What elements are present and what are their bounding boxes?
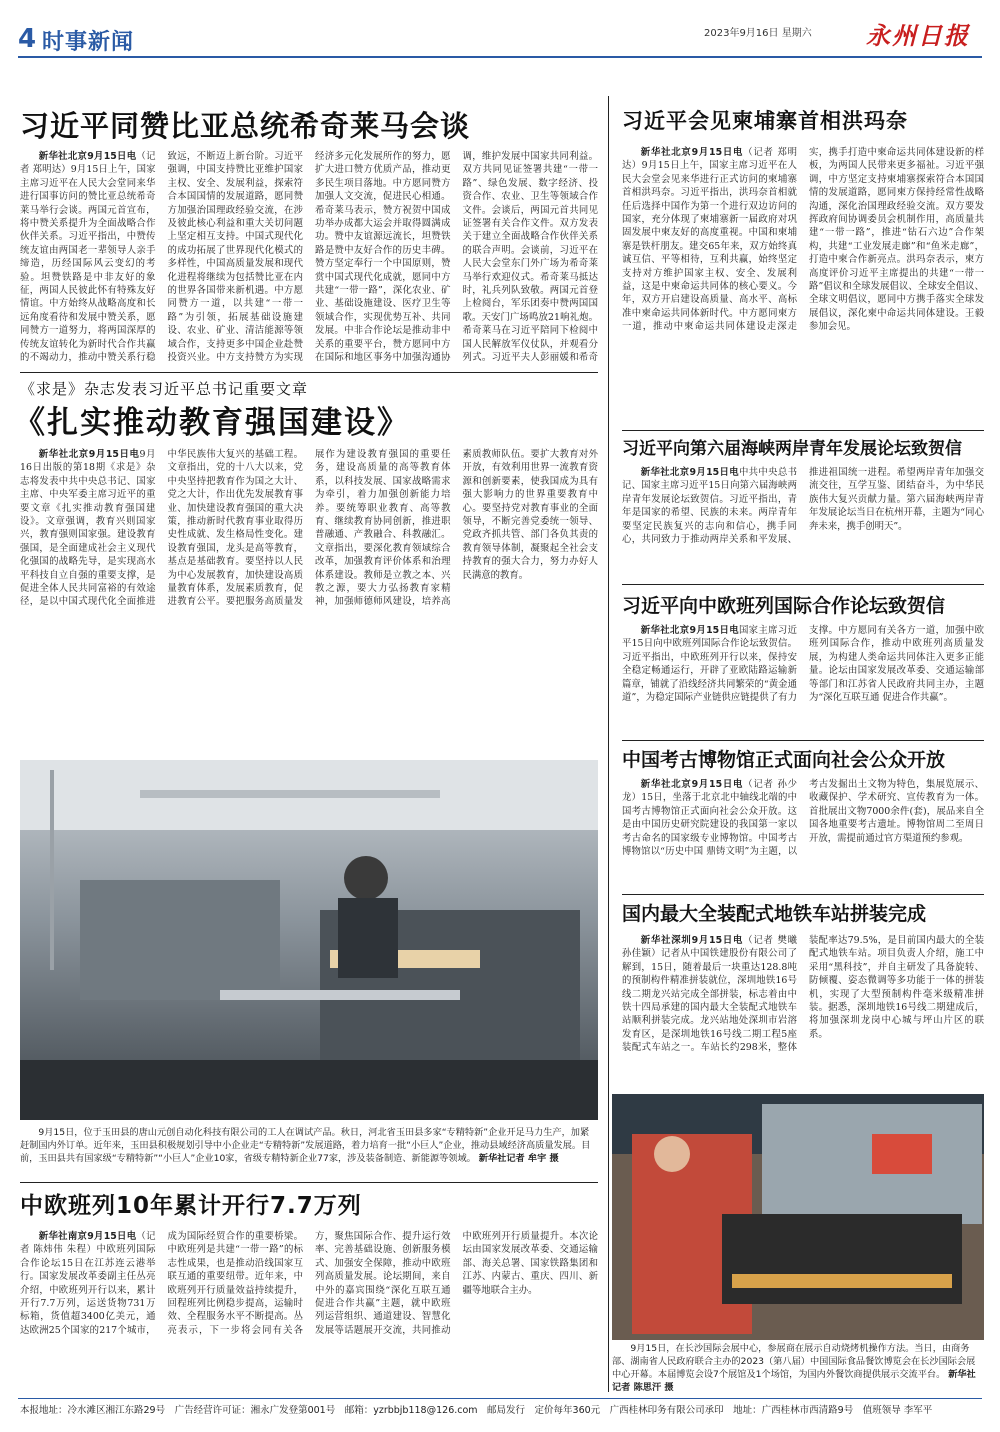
- header-rule: [18, 56, 982, 58]
- expo-caption: [612, 1342, 984, 1394]
- page-header: [18, 10, 982, 70]
- dateline: 新华社北京9月15日电: [640, 625, 739, 636]
- headline-cross-strait-youth: 习近平向第六届海峡两岸青年发展论坛致贺信: [622, 439, 962, 459]
- headline-cambodia: 习近平会见柬埔寨首相洪玛奈: [622, 109, 908, 133]
- dateline: 新华社北京9月15日电: [38, 151, 137, 162]
- article-body: 9月15日上午，国家主席习近平在人民大会堂同来华进行国事访问的赞比亚总统希奇莱马举行会谈。两国元首宣布，将中赞关系提升为全面战略合作伙伴关系。习近平指出，中赞传统友谊由两国老一辈领导人亲手缔造，历经国际风云变幻的考验。坦赞铁路是中非友好的象征，两国人民彼此怀有特殊友好情谊。中方始终从战略高度和长远角度看待和发展中赞关系，愿同赞方一道努力，将两国深厚的传统友谊转化为新时代合作共赢的不竭动力，推动中赞关系行稳致远，不断迈上新台阶。习近平强调，中国支持赞比亚维护国家主权、安全、发展利益，探索符合本国国情的发展道路，愿同赞方加强治国理政经验交流，在涉及彼此核心利益和重大关切问题上坚定相互支持。中国式现代化的成功拓展了世界现代化模式的多样性，中国高质量发展和现代化进程将继续为包括赞比亚在内的世界各国带来新机遇。中方愿同赞方一道，以共建“一带一路”为引领，拓展基础设施建设、农业、矿业、清洁能源等领域合作，支持更多中国企业赴赞投资兴业。中方支持赞方为实现经济多元化发展所作的努力，愿扩大进口赞方优质产品，推动更多民生项目落地。中方愿同赞方加强人文交流，促进民心相通。希奇莱马表示，赞方祝贺中国成功举办成都大运会并取得圆满成功。赞中友谊源远流长，坦赞铁路是赞中友好合作的历史丰碑。赞方坚定奉行一个中国原则，赞赏中国式现代化成就，愿同中方共建“一带一路”，深化农业、矿业、基础设施建设、医疗卫生等领域合作，实现优势互补、共同发展。中非合作论坛是推动非中关系的重要平台，赞方愿同中方在国际和地区事务中加强沟通协调，维护发展中国家共同利益。双方共同见证签署共建“一带一路”、绿色发展、数字经济、投资合作、农业、卫生等领域合作文件。会谈后，两国元首共同见证签署有关合作文件。双方发表关于建立全面战略合作伙伴关系的联合声明。会谈前，习近平在人民大会堂东门外广场为希奇莱马举行欢迎仪式。希奇莱马抵达时，礼兵列队致敬。两国元首登上检阅台，军乐团奏中赞两国国歌。天安门广场鸣放21响礼炮。希奇莱马在习近平陪同下检阅中国人民解放军仪仗队，并观看分列式。习近平夫人彭丽媛和希奇: [20, 151, 598, 364]
- divider: [622, 894, 984, 895]
- byline: （记者 陈炜伟 朱程）: [20, 1231, 156, 1256]
- byline: （记者 郑明达）: [622, 147, 797, 172]
- article-body: 国家主席习近平15日向中欧班列国际合作论坛致贺信。习近平指出，中欧班列开行以来，保持安全稳定畅通运行，开辟了亚欧陆路运输新篇章，铺就了沿线经济共同繁荣的“黄金通道”，为稳定国际产业链供应链提供了有力支撑。中方愿同有关各方一道，加强中欧班列国际合作，推动中欧班列高质量发展，为构建人类命运共同体注入更多正能量。论坛由国家发展改革委、交通运输部等部门和江苏省人民政府共同主办，主题为“深化互联互通 促进合作共赢”。: [622, 625, 984, 704]
- dateline: 新华社南京9月15日电: [38, 1231, 137, 1242]
- dateline: 新华社北京9月15日电: [38, 449, 140, 460]
- headline-trains-forum: 习近平向中欧班列国际合作论坛致贺信: [622, 595, 946, 617]
- article-museum-text: [622, 778, 984, 890]
- photo-credit: 新华社记者 陈思汗 摄: [612, 1369, 976, 1393]
- article-education-text: [20, 448, 598, 752]
- article-subway-text: [622, 934, 984, 1088]
- article-body: 中共中央总书记、国家主席习近平15日向第六届海峡两岸青年发展论坛致贺信。习近平指出，青年是国家的希望、民族的未来。两岸青年要坚定民族复兴的志向和信心，携手同心，共同致力于推动两岸关系和平发展、推进祖国统一进程。希望两岸青年加强交流交往，互学互鉴、团结奋斗，为中华民族伟大复兴贡献力量。第六届海峡两岸青年发展论坛当日在杭州开幕，主题为“同心奔未来，携手创明天”。: [622, 467, 984, 546]
- article-forum-text: [622, 624, 984, 736]
- divider: [20, 1182, 598, 1183]
- headline-subway-station: 国内最大全装配式地铁车站拼装完成: [622, 903, 927, 925]
- expo-photo: [612, 1094, 984, 1340]
- factory-caption: [20, 1126, 598, 1178]
- footer-rule: [18, 1398, 982, 1399]
- article-body: 9月16日出版的第18期《求是》杂志将发表中共中央总书记、国家主席、中央军委主席习近平的重要文章《扎实推动教育强国建设》。文章强调，教育兴则国家兴，教育强则国家强。建设教育强国，是全面建成社会主义现代化强国的战略先导，是实现高水平科技自立自强的重要支撑，是促进全体人民共同富裕的有效途径，是以中国式现代化全面推进中华民族伟大复兴的基础工程。文章指出，党的十八大以来，党中央坚持把教育作为国之大计、党之大计，作出优先发展教育事业、加快建设教育强国的重大决策，推动新时代教育事业取得历史性成就、发生格局性变化。建设教育强国，龙头是高等教育，基点是基础教育。要坚持以人民为中心发展教育，加快建设高质量教育体系，发展素质教育，促进教育公平。要把服务高质量发展作为建设教育强国的重要任务，建设高质量的高等教育体系，以科技发展、国家战略需求为牵引，着力加强创新能力培养。要统筹职业教育、高等教育、继续教育协同创新，推进职普融通、产教融合、科教融汇。文章指出，要深化教育领域综合改革，加强教育评价体系和治理体系建设。教师是立教之本、兴教之源，要大力弘扬教育家精神，加强师德师风建设，培养高素质教师队伍。要扩大教育对外开放，有效利用世界一流教育资源和创新要素，使我国成为具有强大影响力的世界重要教育中心。要坚持党对教育事业的全面领导，不断完善党委统一领导、党政齐抓共管、部门各负其责的教育领导体制，凝聚起全社会支持教育的强大合力，努力办好人民满意的教育。: [20, 449, 598, 608]
- divider: [622, 430, 984, 431]
- article-cambodia-text: [622, 146, 984, 426]
- byline: （记者 孙少龙）: [622, 779, 797, 804]
- divider: [622, 584, 984, 585]
- page-number: 4: [18, 24, 37, 54]
- headline-archaeology-museum: 中国考古博物馆正式面向社会公众开放: [622, 749, 946, 771]
- headline-china-europe-trains: 中欧班列10年累计开行7.7万列: [20, 1193, 362, 1219]
- article-zambia-text: [20, 150, 598, 368]
- dateline: 新华社北京9月15日电: [640, 147, 744, 158]
- expo-photo-image: [612, 1094, 984, 1340]
- divider: [622, 740, 984, 741]
- caption-text: 9月15日，位于玉田县的唐山元创自动化科技有限公司的工人在调试产品。秋日，河北省玉田县多家“专精特新”企业开足马力生产，加紧赶制国内外订单。近年来，玉田县积极规划引导中小企业走“专精特新”发展道路，着力培育一批“小巨人”企业，推动县域经济高质量发展。目前，玉田县共有国家级“专精特新”“小巨人”企业10家，省级专精特新企业77家，涉及装备制造、新能源等领域。: [20, 1127, 591, 1164]
- article-youth-text: [622, 466, 984, 578]
- byline: （记者 郑明达）: [20, 151, 156, 176]
- byline: （记者 樊曦 孙佳颖）: [622, 935, 797, 960]
- masthead-logo: 永州日报: [866, 21, 970, 50]
- headline-education: 《扎实推动教育强国建设》: [14, 405, 410, 441]
- article-trains-text: [20, 1230, 598, 1392]
- section-title: 时事新闻: [42, 30, 135, 55]
- issue-date: 2023年9月16日 星期六: [704, 28, 812, 39]
- divider: [20, 372, 598, 373]
- dateline: 新华社北京9月15日电: [640, 467, 739, 478]
- article-body: 15日，坐落于北京北中轴线北端的中国考古博物馆正式面向社会公众开放。这是由中国历史研究院建设的我国第一家以考古命名的国家级专业博物馆。中国考古博物馆以“历史中国 鼎铸文明”为主题，以考古发掘出土文物为特色，集展览展示、收藏保护、学术研究、宣传教育为一体。首批展出文物7000余件(套)，展品来自全国各地重要考古遗址。博物馆周二至周日开放，需提前通过官方渠道预约参观。: [622, 779, 984, 858]
- dateline: 新华社北京9月15日电: [640, 779, 744, 790]
- footer-info: 本报地址：冷水滩区湘江东路29号 广告经营许可证：湘永广发登第001号 邮箱：yzrbbjb118@126.com 邮局发行 定价每年360元 广西桂林印务有限公司承印 地址：广西桂林市西清路9号 值班领导 李军平: [20, 1405, 933, 1416]
- article-body: 中欧班列国际合作论坛15日在江苏连云港举行。国家发展改革委副主任丛亮介绍，中欧班列开行以来，累计开行7.7万列，运送货物731万标箱，货值超3400亿美元，通达欧洲25个国家的217个城市，成为国际经贸合作的重要桥梁。中欧班列是共建“一带一路”的标志性成果，也是推动沿线国家互联互通的重要纽带。近年来，中欧班列开行质量效益持续提升，回程班列比例稳步提高，运输时效、全程服务水平不断提高。丛亮表示，下一步将会同有关各方，聚焦国际合作、提升运行效率、完善基础设施、创新服务模式、加强安全保障，推动中欧班列高质量发展。论坛期间，来自中外的嘉宾围绕“深化互联互通 促进合作共赢”主题，就中欧班列运营组织、通道建设、智慧化发展等话题展开交流，共同推动中欧班列开行质量提升。本次论坛由国家发展改革委、交通运输部、海关总署、国家铁路集团和江苏、内蒙古、重庆、四川、新疆等地联合主办。: [20, 1231, 598, 1336]
- photo-credit: 新华社记者 牟宇 摄: [478, 1153, 559, 1164]
- factory-photo-image: [20, 760, 598, 1120]
- article-body: 记者从中国铁建股份有限公司了解到，15日，随着最后一块重达128.8吨的预制构件精准拼装就位，深圳地铁16号线二期龙兴站完成全部拼装，标志着由中铁十四局承建的国内最大全装配式地铁车站顺利拼装完成。龙兴站地处深圳市岩溶发育区，是深圳地铁16号线二期工程5座装配式车站之一。车站长约298米，整体装配率达79.5%，是目前国内最大的全装配式地铁车站。项目负责人介绍，施工中采用“黑科技”，并自主研发了具备旋转、防倾覆、姿态微调等多功能于一体的拼装机，实现了大型预制构件毫米级精准拼装。据悉，深圳地铁16号线二期建成后，将加强深圳龙岗中心城与坪山片区的联系。: [622, 935, 984, 1054]
- kicker-qiushi: 《求是》杂志发表习近平总书记重要文章: [20, 380, 309, 398]
- headline-zambia-talks: 习近平同赞比亚总统希奇莱马会谈: [20, 109, 471, 143]
- article-body: 9月15日上午，国家主席习近平在人民大会堂会见来华进行正式访问的柬埔寨首相洪玛奈。习近平指出，洪玛奈首相就任后选择中国作为第一个进行双边访问的国家，充分体现了柬埔寨新一届政府对巩固发展中柬友好的高度重视。中国和柬埔寨是铁杆朋友。建交65年来，双方始终真诚互信、平等相待，互利共赢，始终坚定支持对方维护国家主权、安全、发展利益，这是中柬命运共同体的核心要义。今年，双方开启建设高质量、高水平、高标准中柬命运共同体新时代。中方愿同柬方一道，推动中柬命运共同体建设走深走实，携手打造中柬命运共同体建设新的样板，为两国人民带来更多福祉。习近平强调，中方坚定支持柬埔寨探索符合本国国情的发展道路，愿同柬方保持经常性战略沟通，深化治国理政经验交流。双方要发挥政府间协调委员会机制作用，高质量共建“一带一路”，推进“钻石六边”合作架构，共建“工业发展走廊”和“鱼米走廊”，打造中柬合作新亮点。洪玛奈表示，柬方高度评价习近平主席提出的共建“一带一路”倡议和全球发展倡议、全球安全倡议、全球文明倡议，愿同中方携手落实全球发展倡议，深化柬中命运共同体建设。王毅参加会见。: [622, 147, 984, 333]
- dateline: 新华社深圳9月15日电: [640, 935, 744, 946]
- caption-text: 9月15日，在长沙国际会展中心，参展商在展示自动烧烤机操作方法。当日，由商务部、湖南省人民政府联合主办的2023（第八届）中国国际食品餐饮博览会在长沙国际会展中心开幕。本届博览会设7个展馆及1个场馆，为国内外餐饮商提供展示交流平台。: [612, 1343, 976, 1380]
- factory-photo: [20, 760, 598, 1120]
- column-divider: [608, 96, 609, 1392]
